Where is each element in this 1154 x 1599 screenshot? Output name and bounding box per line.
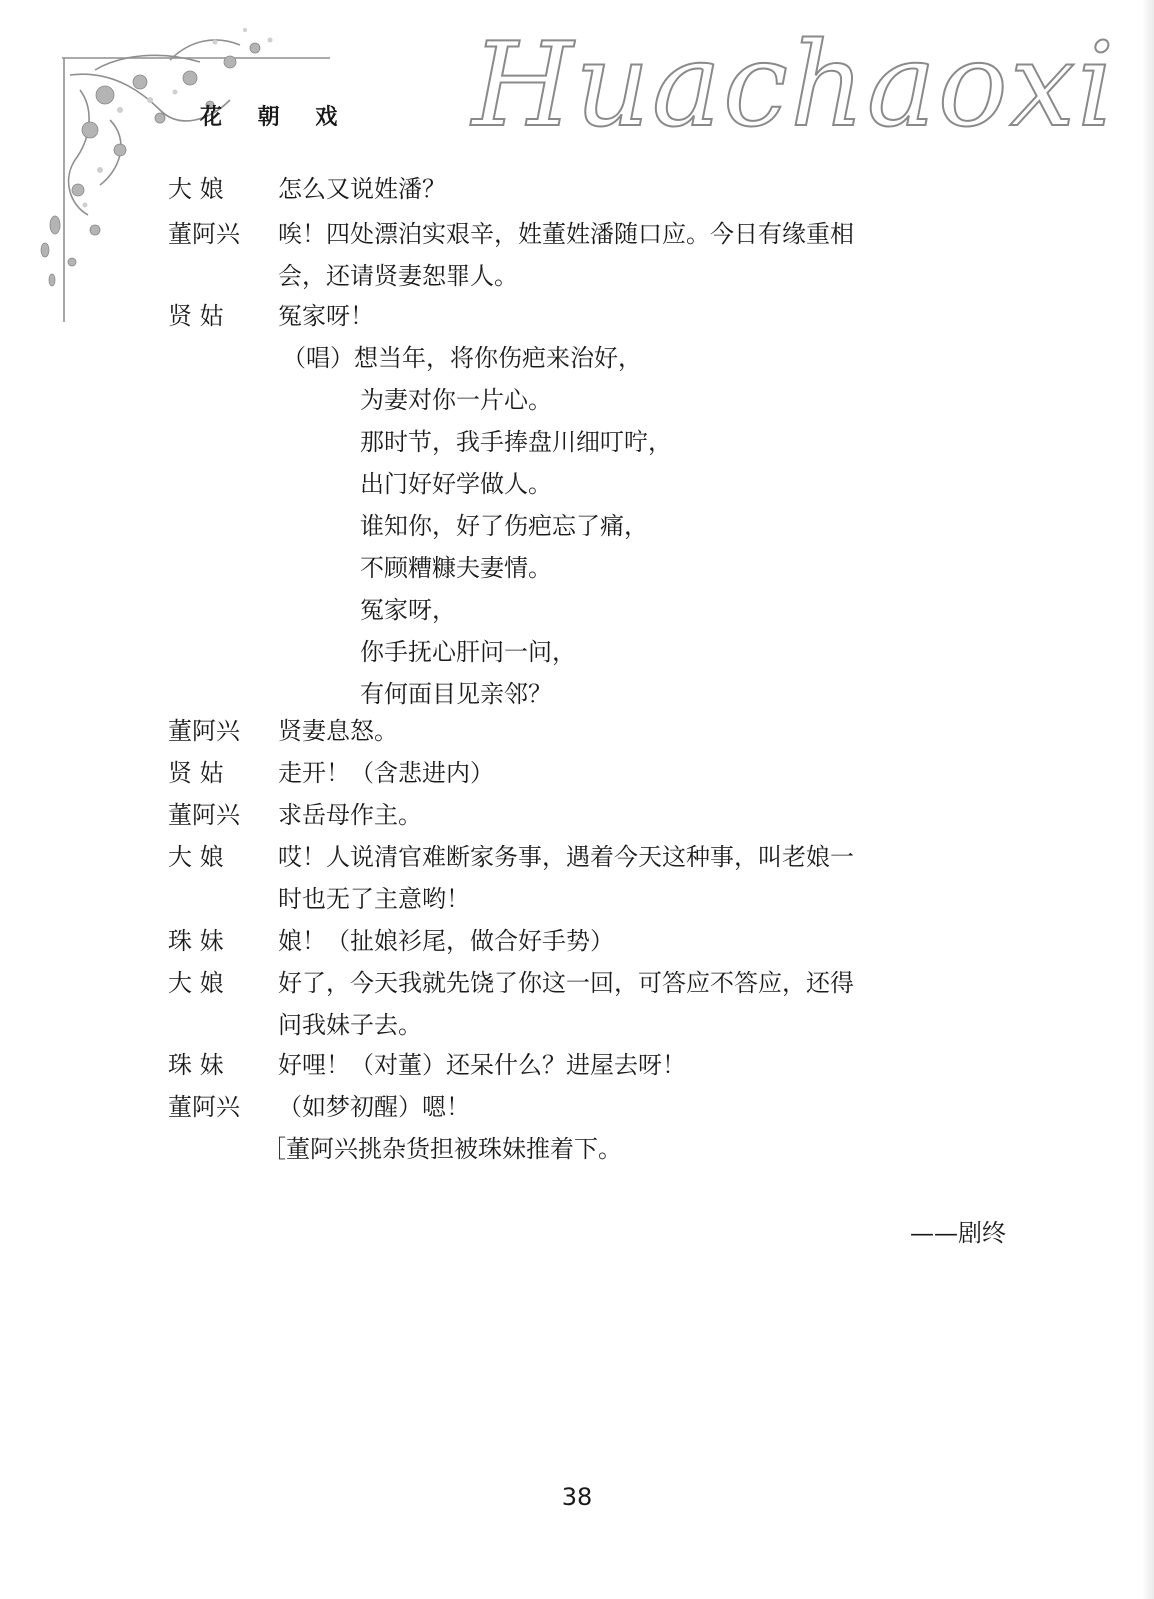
dialogue-line: 好哩！（对董）还呆什么？进屋去呀！ (278, 1051, 686, 1079)
dialogue-line: 有何面目见亲邻？ (360, 680, 552, 708)
dialogue-line: 怎么又说姓潘？ (278, 175, 446, 203)
dialogue-line: 冤家呀！ (278, 302, 374, 330)
dialogue-line: 哎！人说清官难断家务事，遇着今天这种事，叫老娘一 (278, 843, 854, 871)
dialogue-line: （唱）想当年，将你伤疤来治好， (282, 344, 642, 372)
dialogue-line: ［董阿兴挑杂货担被珠妹推着下。 (262, 1135, 622, 1163)
speaker-name: 董阿兴 (168, 220, 240, 248)
header-script-title: Huachaoxi (472, 18, 1117, 153)
page-edge-shadow (1142, 0, 1154, 1599)
speaker-name: 大 娘 (168, 969, 224, 997)
dialogue-line: 为妻对你一片心。 (360, 386, 552, 414)
dialogue-line: 时也无了主意哟！ (278, 885, 470, 913)
header-title: 花 朝 戏 (200, 105, 352, 130)
dialogue-line: 走开！（含悲进内） (278, 759, 494, 787)
dialogue-line: 会，还请贤妻恕罪人。 (278, 262, 518, 290)
page-number: 38 (561, 1483, 593, 1511)
dialogue-line: 唉！四处漂泊实艰辛，姓董姓潘随口应。今日有缘重相 (278, 220, 854, 248)
speaker-name: 珠 妹 (168, 1051, 224, 1079)
dialogue-line: 你手抚心肝问一问， (360, 638, 576, 666)
dialogue-line: 好了，今天我就先饶了你这一回，可答应不答应，还得 (278, 969, 854, 997)
speaker-name: 贤 姑 (168, 759, 224, 787)
speaker-name: 大 娘 (168, 175, 224, 203)
dialogue-line: 冤家呀， (360, 596, 456, 624)
dialogue-line: （如梦初醒）嗯！ (278, 1093, 470, 1121)
speaker-name: 大 娘 (168, 843, 224, 871)
dialogue-line: 娘！（扯娘衫尾，做合好手势） (278, 927, 614, 955)
speaker-name: 董阿兴 (168, 717, 240, 745)
dialogue-line: 问我妹子去。 (278, 1011, 422, 1039)
dialogue-line: 那时节，我手捧盘川细叮咛， (360, 428, 672, 456)
speaker-name: 珠 妹 (168, 927, 224, 955)
dialogue-line: 谁知你，好了伤疤忘了痛， (360, 512, 648, 540)
dialogue-line: 出门好好学做人。 (360, 470, 552, 498)
speaker-name: 董阿兴 (168, 1093, 240, 1121)
speaker-name: 董阿兴 (168, 801, 240, 829)
speaker-name: 贤 姑 (168, 302, 224, 330)
dialogue-line: 求岳母作主。 (278, 801, 422, 829)
play-ending: ——剧终 (910, 1219, 1006, 1247)
dialogue-line: 不顾糟糠夫妻情。 (360, 554, 552, 582)
dialogue-line: 贤妻息怒。 (278, 717, 398, 745)
